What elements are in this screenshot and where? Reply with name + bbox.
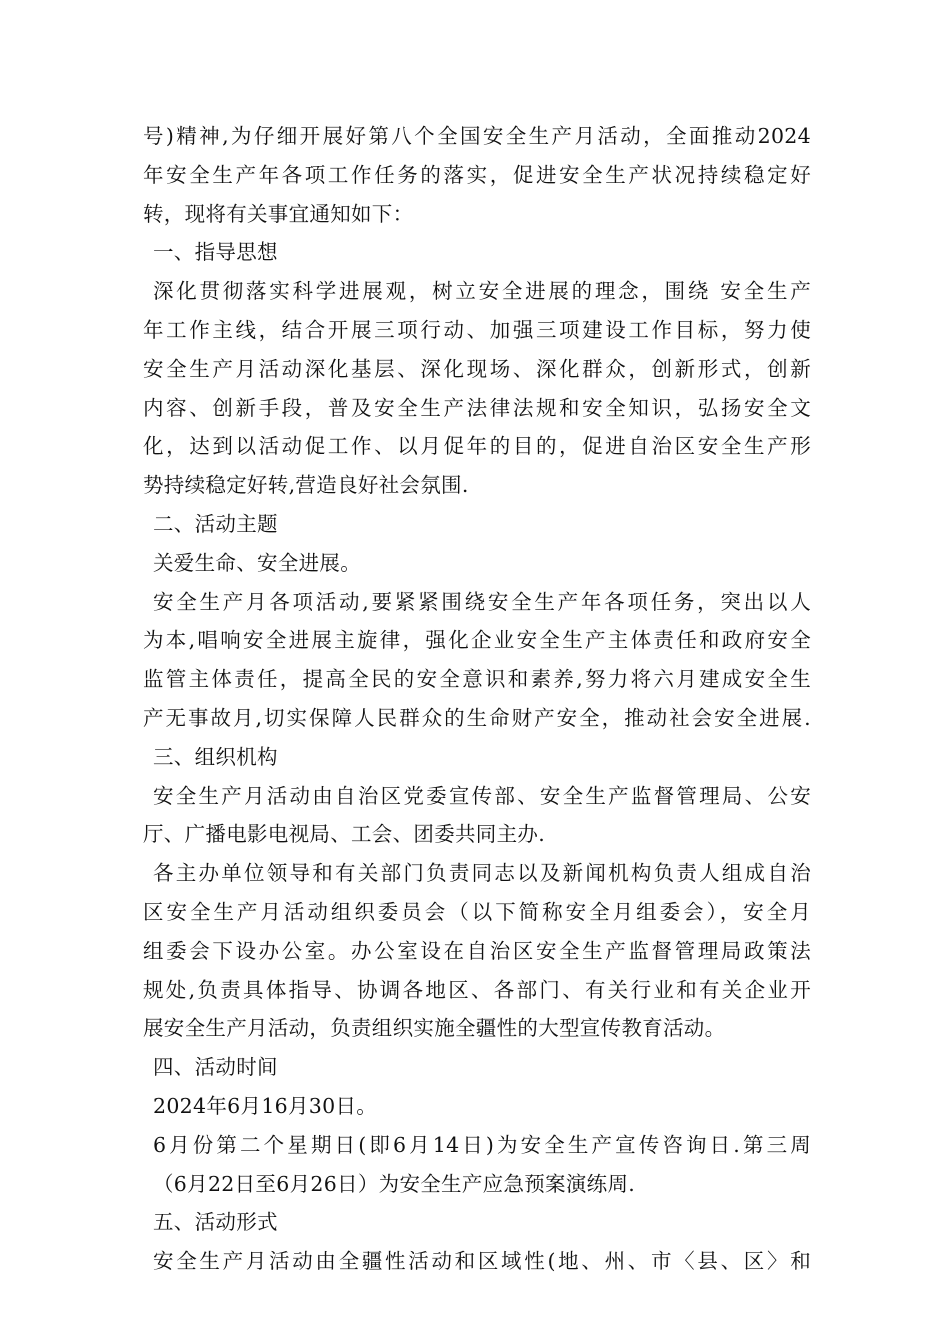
section-heading: 四、活动时间 (153, 1055, 278, 1080)
body-line: 年工作主线，结合开展三项行动、加强三项建设工作目标，努力使 (143, 317, 811, 342)
body-line: 转，现将有关事宜通知如下： (143, 201, 414, 226)
paragraph-line: （6月22日至6月26日）为安全生产应急预案演练周. (153, 1171, 636, 1196)
document-body (143, 117, 811, 1281)
body-line: 区安全生产月活动组织委员会（以下简称安全月组委会），安全月 (143, 899, 811, 924)
section-heading: 五、活动形式 (153, 1210, 278, 1235)
paragraph-line: 安全生产月活动由全疆性活动和区域性(地、州、市〈县、区〉和 (153, 1249, 811, 1274)
body-line: 化，达到以活动促工作、以月促年的目的，促进自治区安全生产形 (143, 434, 811, 459)
body-line: 号)精神,为仔细开展好第八个全国安全生产月活动，全面推动2024 (143, 124, 811, 148)
section-heading: 一、指导思想 (153, 240, 278, 265)
body-line: 势持续稳定好转,营造良好社会氛围. (143, 473, 469, 498)
body-line: 监管主体责任，提高全民的安全意识和素养,努力将六月建成安全生 (143, 667, 811, 692)
paragraph-line: 安全生产月各项活动,要紧紧围绕安全生产年各项任务，突出以人 (153, 589, 811, 614)
body-line: 展安全生产月活动，负责组织实施全疆性的大型宣传教育活动。 (143, 1016, 726, 1041)
body-line: 为本,唱响安全进展主旋律，强化企业安全生产主体责任和政府安全 (143, 628, 811, 653)
body-line: 年安全生产年各项工作任务的落实，促进安全生产状况持续稳定好 (143, 162, 811, 187)
body-line: 内容、创新手段，普及安全生产法律法规和安全知识，弘扬安全文 (143, 395, 811, 420)
body-line: 产无事故月,切实保障人民群众的生命财产安全，推动社会安全进展. (143, 705, 811, 730)
paragraph-line: 各主办单位领导和有关部门负责同志以及新闻机构负责人组成自治 (153, 861, 811, 886)
body-line: 厅、广播电影电视局、工会、团委共同主办. (143, 822, 546, 847)
paragraph-line: 深化贯彻落实科学进展观，树立安全进展的理念，围绕 安全生产 (153, 279, 811, 304)
paragraph-line: 6月份第二个星期日(即6月14日)为安全生产宣传咨询日.第三周 (153, 1132, 811, 1157)
section-heading: 三、组织机构 (153, 744, 278, 769)
body-line: 规处,负责具体指导、协调各地区、各部门、有关行业和有关企业开 (143, 977, 811, 1002)
section-heading: 二、活动主题 (153, 511, 278, 536)
body-line: 安全生产月活动深化基层、深化现场、深化群众，创新形式，创新 (143, 356, 811, 381)
paragraph-line: 安全生产月活动由自治区党委宣传部、安全生产监督管理局、公安 (153, 783, 811, 808)
body-line: 组委会下设办公室。办公室设在自治区安全生产监督管理局政策法 (143, 938, 811, 963)
paragraph-line: 2024年6月16月30日。 (153, 1093, 378, 1118)
paragraph-line: 关爱生命、安全进展。 (153, 550, 361, 575)
